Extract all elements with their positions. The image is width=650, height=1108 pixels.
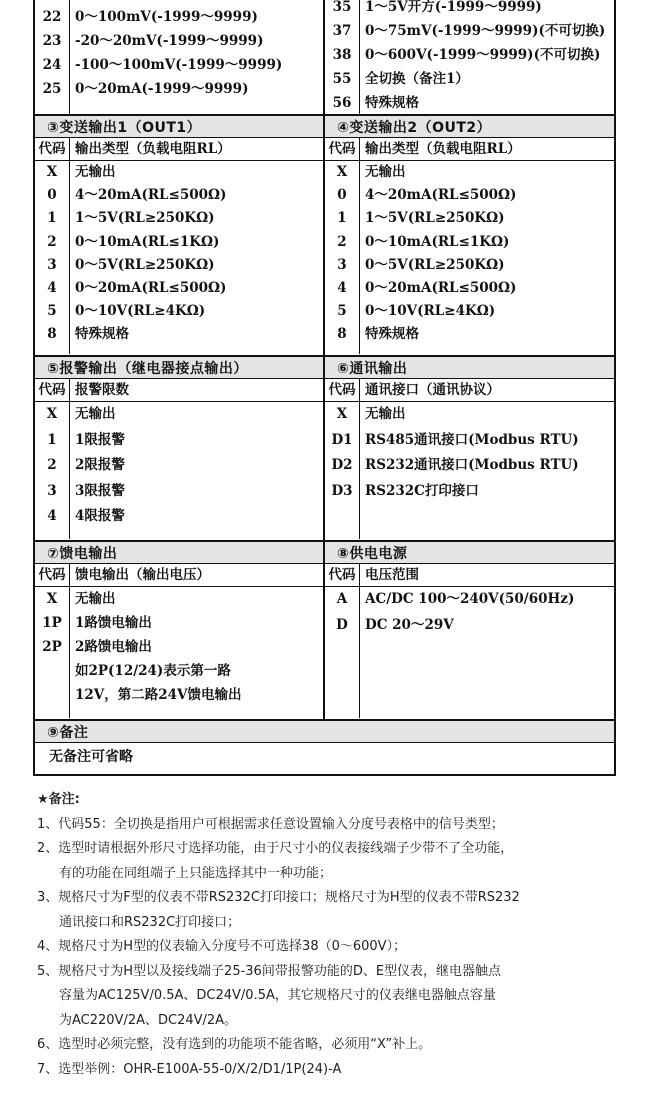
table-row — [325, 184, 614, 207]
table-row — [325, 231, 614, 254]
row-code: 3 — [337, 256, 347, 273]
row-description: 0～100mV(-1999～9999) — [75, 9, 258, 25]
row-description: 2限报警 — [75, 457, 125, 473]
table-row — [325, 19, 614, 43]
row-description: 1路馈电输出 — [75, 615, 152, 631]
row-code: 38 — [332, 47, 352, 63]
row-code: 1P — [42, 615, 62, 631]
table-row — [35, 5, 323, 29]
row-code: X — [336, 164, 348, 180]
row-code: 5 — [337, 303, 347, 320]
row-description: RS232C打印接口 — [365, 482, 479, 499]
table-row — [35, 77, 323, 101]
section-remark — [35, 719, 614, 774]
row-description: 12V，第二路24V馈电输出 — [75, 687, 242, 703]
table-row — [325, 254, 614, 277]
table-row — [35, 277, 323, 300]
note-line: 7、选型举例：OHR-E100A-55-0/X/2/D1/1P(24)-A — [37, 1061, 342, 1077]
table-row — [35, 611, 323, 635]
row-description: 4～20mA(RL≤500Ω) — [365, 187, 517, 204]
row-description: 特殊规格 — [75, 326, 129, 343]
table-row — [35, 300, 323, 323]
note-line: 通讯接口和RS232C打印接口； — [59, 914, 241, 930]
row-code: 0 — [337, 187, 347, 204]
selection-table — [33, 0, 616, 776]
table-row — [35, 207, 323, 230]
row-code: 3 — [47, 256, 57, 273]
code-column-label: 代码 — [38, 382, 66, 398]
row-description: 1～5V(RL≥250KΩ) — [365, 210, 505, 227]
row-description: 0～20mA(-1999～9999) — [75, 81, 249, 97]
row-description: 无输出 — [75, 591, 116, 607]
row-code: 8 — [337, 326, 347, 343]
row-code: D1 — [331, 431, 353, 448]
row-description: 0～10mA(RL≤1KΩ) — [75, 233, 220, 250]
table-row — [35, 635, 323, 659]
table-row — [325, 402, 614, 428]
table-row — [35, 683, 323, 707]
note-line: 2、选型时请根据外形尺寸选择功能，由于尺寸小的仪表接线端子少带不了全功能， — [37, 841, 514, 856]
type-column-label: 输出类型（负载电阻RL） — [75, 141, 231, 157]
table-row — [325, 161, 614, 184]
row-code: 1 — [47, 210, 57, 227]
section-title: ③变送输出1（OUT1） — [35, 114, 323, 138]
row-code: A — [336, 591, 348, 607]
row-description: RS485通讯接口(Modbus RTU) — [365, 431, 579, 448]
row-description: 0～10mA(RL≤1KΩ) — [365, 233, 510, 250]
row-description: 1～5V开方(-1999～9999) — [365, 0, 542, 15]
table-row — [35, 184, 323, 207]
table-row — [35, 161, 323, 184]
row-code: 35 — [332, 0, 352, 15]
row-code: 23 — [42, 33, 62, 49]
row-description: 特殊规格 — [365, 326, 419, 343]
row-description: 无输出 — [365, 406, 406, 422]
code-column-label: 代码 — [328, 141, 356, 157]
table-row — [35, 659, 323, 683]
column-header — [35, 138, 323, 161]
row-description: 0～5V(RL≥250KΩ) — [75, 256, 215, 273]
row-description: DC 20～29V — [365, 616, 454, 633]
row-description: 1限报警 — [75, 431, 125, 448]
note-line: 3、规格尺寸为F型的仪表不带RS232C打印接口；规格尺寸为H型的仪表不带RS232 — [37, 890, 520, 905]
note-line: 4、规格尺寸为H型的仪表输入分度号不可选择38（0～600V）； — [37, 939, 407, 954]
table-row — [325, 428, 614, 454]
row-description: 0～10V(RL≥4KΩ) — [75, 303, 206, 320]
table-row — [35, 504, 323, 530]
type-column-label: 输出类型（负载电阻RL） — [365, 141, 521, 157]
table-row — [35, 231, 323, 254]
row-description: 无输出 — [75, 164, 116, 180]
table-row — [325, 479, 614, 505]
row-code: 5 — [47, 303, 57, 320]
table-row — [325, 453, 614, 479]
row-code: 3 — [47, 482, 57, 499]
row-description: 0～5V(RL≥250KΩ) — [365, 256, 505, 273]
column-header — [325, 138, 614, 161]
notes-heading: ★备注: — [37, 792, 80, 807]
section-transmit-output-1 — [35, 114, 323, 355]
row-code: 4 — [337, 279, 347, 296]
section-transmit-output-2 — [323, 114, 614, 355]
table-row — [325, 91, 614, 115]
notes-section — [37, 788, 627, 1082]
row-description: -100～100mV(-1999～9999) — [75, 57, 283, 73]
interface-column-label: 通讯接口（通讯协议） — [365, 382, 500, 398]
row-description: AC/DC 100～240V(50/60Hz) — [365, 591, 575, 607]
note-line: 6、选型时必须完整，没有选到的功能项不能省略，必须用“X”补上。 — [37, 1037, 432, 1052]
table-row — [325, 587, 614, 613]
row-description: 全切换（备注1） — [365, 71, 469, 87]
row-description: -20～20mV(-1999～9999) — [75, 33, 264, 49]
row-code: D — [336, 616, 348, 633]
row-description: 4～20mA(RL≤500Ω) — [75, 187, 227, 204]
row-code: 24 — [42, 57, 62, 73]
column-header — [35, 564, 323, 587]
row-code: 2 — [337, 233, 347, 250]
section-title: ④变送输出2（OUT2） — [325, 114, 614, 138]
remark-text: 无备注可省略 — [49, 749, 133, 765]
voltage-column-label: 电压范围 — [365, 567, 419, 583]
row-description: 如2P(12/24)表示第一路 — [75, 663, 231, 679]
row-code: D3 — [331, 482, 353, 499]
section-communication-output — [323, 355, 614, 540]
row-description: 0～75mV(-1999～9999)(不可切换) — [365, 23, 606, 39]
table-row — [325, 323, 614, 346]
table-row — [35, 402, 323, 428]
row-code: X — [46, 406, 58, 422]
note-line: 为AC220V/2A、DC24V/2A。 — [59, 1012, 238, 1028]
table-row — [325, 43, 614, 67]
row-code: 56 — [332, 95, 352, 111]
column-header — [325, 379, 614, 402]
row-description: 0～20mA(RL≤500Ω) — [75, 279, 227, 296]
row-code: X — [46, 591, 58, 607]
note-line: 容量为AC125V/0.5A、DC24V/0.5A，其它规格尺寸的仪表继电器触点容量 — [59, 988, 496, 1003]
row-code: 0 — [47, 187, 57, 204]
table-row — [325, 207, 614, 230]
row-description: 4限报警 — [75, 508, 125, 524]
table-row — [35, 29, 323, 53]
row-code: 1 — [47, 431, 57, 448]
section-alarm-output — [35, 355, 323, 540]
table-row — [35, 428, 323, 454]
alarm-column-label: 报警限数 — [75, 382, 129, 398]
section-feed-output — [35, 540, 323, 719]
row-code: 1 — [337, 210, 347, 227]
row-code: 2 — [47, 233, 57, 250]
row-code: 22 — [42, 9, 62, 25]
row-code: 4 — [47, 279, 57, 296]
table-row — [35, 453, 323, 479]
row-description: 无输出 — [365, 164, 406, 180]
section-title: ⑨备注 — [35, 719, 614, 743]
row-code: 2P — [42, 639, 62, 655]
row-code: 8 — [47, 326, 57, 343]
table-row — [325, 300, 614, 323]
row-description: 无输出 — [75, 406, 116, 422]
input-table-right-continued — [323, 0, 614, 114]
code-column-label: 代码 — [328, 567, 356, 583]
row-code: 25 — [42, 81, 62, 97]
section-title: ⑥通讯输出 — [325, 355, 614, 379]
row-code: 55 — [332, 71, 352, 87]
table-row — [35, 254, 323, 277]
note-line: 5、规格尺寸为H型以及接线端子25-36间带报警功能的D、E型仪表，继电器触点 — [37, 963, 502, 979]
row-code: 4 — [47, 508, 57, 524]
row-description: 0～20mA(RL≤500Ω) — [365, 279, 517, 296]
section-title: ⑧供电电源 — [325, 540, 614, 564]
row-code: X — [336, 406, 348, 422]
code-column-label: 代码 — [328, 382, 356, 398]
table-row — [325, 0, 614, 19]
table-row — [35, 323, 323, 346]
input-table-left-continued — [35, 0, 323, 114]
row-code: 2 — [47, 457, 57, 473]
table-row — [325, 67, 614, 91]
row-description: 1～5V(RL≥250KΩ) — [75, 210, 215, 227]
code-column-label: 代码 — [38, 141, 66, 157]
note-line: 有的功能在同组端子上只能选择其中一种功能； — [59, 865, 333, 881]
column-header — [325, 564, 614, 587]
row-code: D2 — [331, 457, 353, 473]
code-column-label: 代码 — [38, 567, 66, 583]
table-row — [325, 277, 614, 300]
column-header — [35, 379, 323, 402]
section-title: ⑦馈电输出 — [35, 540, 323, 564]
row-description: 0～600V(-1999～9999)(不可切换) — [365, 47, 601, 63]
row-description: 2路馈电输出 — [75, 639, 152, 655]
row-description: 3限报警 — [75, 482, 125, 499]
row-description: RS232通讯接口(Modbus RTU) — [365, 457, 579, 473]
row-code: 37 — [332, 23, 352, 39]
row-description: 特殊规格 — [365, 95, 419, 111]
table-row — [35, 53, 323, 77]
table-row — [35, 587, 323, 611]
section-power-supply — [323, 540, 614, 719]
feed-column-label: 馈电输出（输出电压） — [75, 567, 210, 583]
table-row — [325, 613, 614, 639]
note-line: 1、代码55：全切换是指用户可根据需求任意设置输入分度号表格中的信号类型； — [37, 816, 504, 832]
table-row — [35, 479, 323, 505]
row-code: X — [46, 164, 58, 180]
section-title: ⑤报警输出（继电器接点输出） — [35, 355, 323, 379]
row-description: 0～10V(RL≥4KΩ) — [365, 303, 496, 320]
